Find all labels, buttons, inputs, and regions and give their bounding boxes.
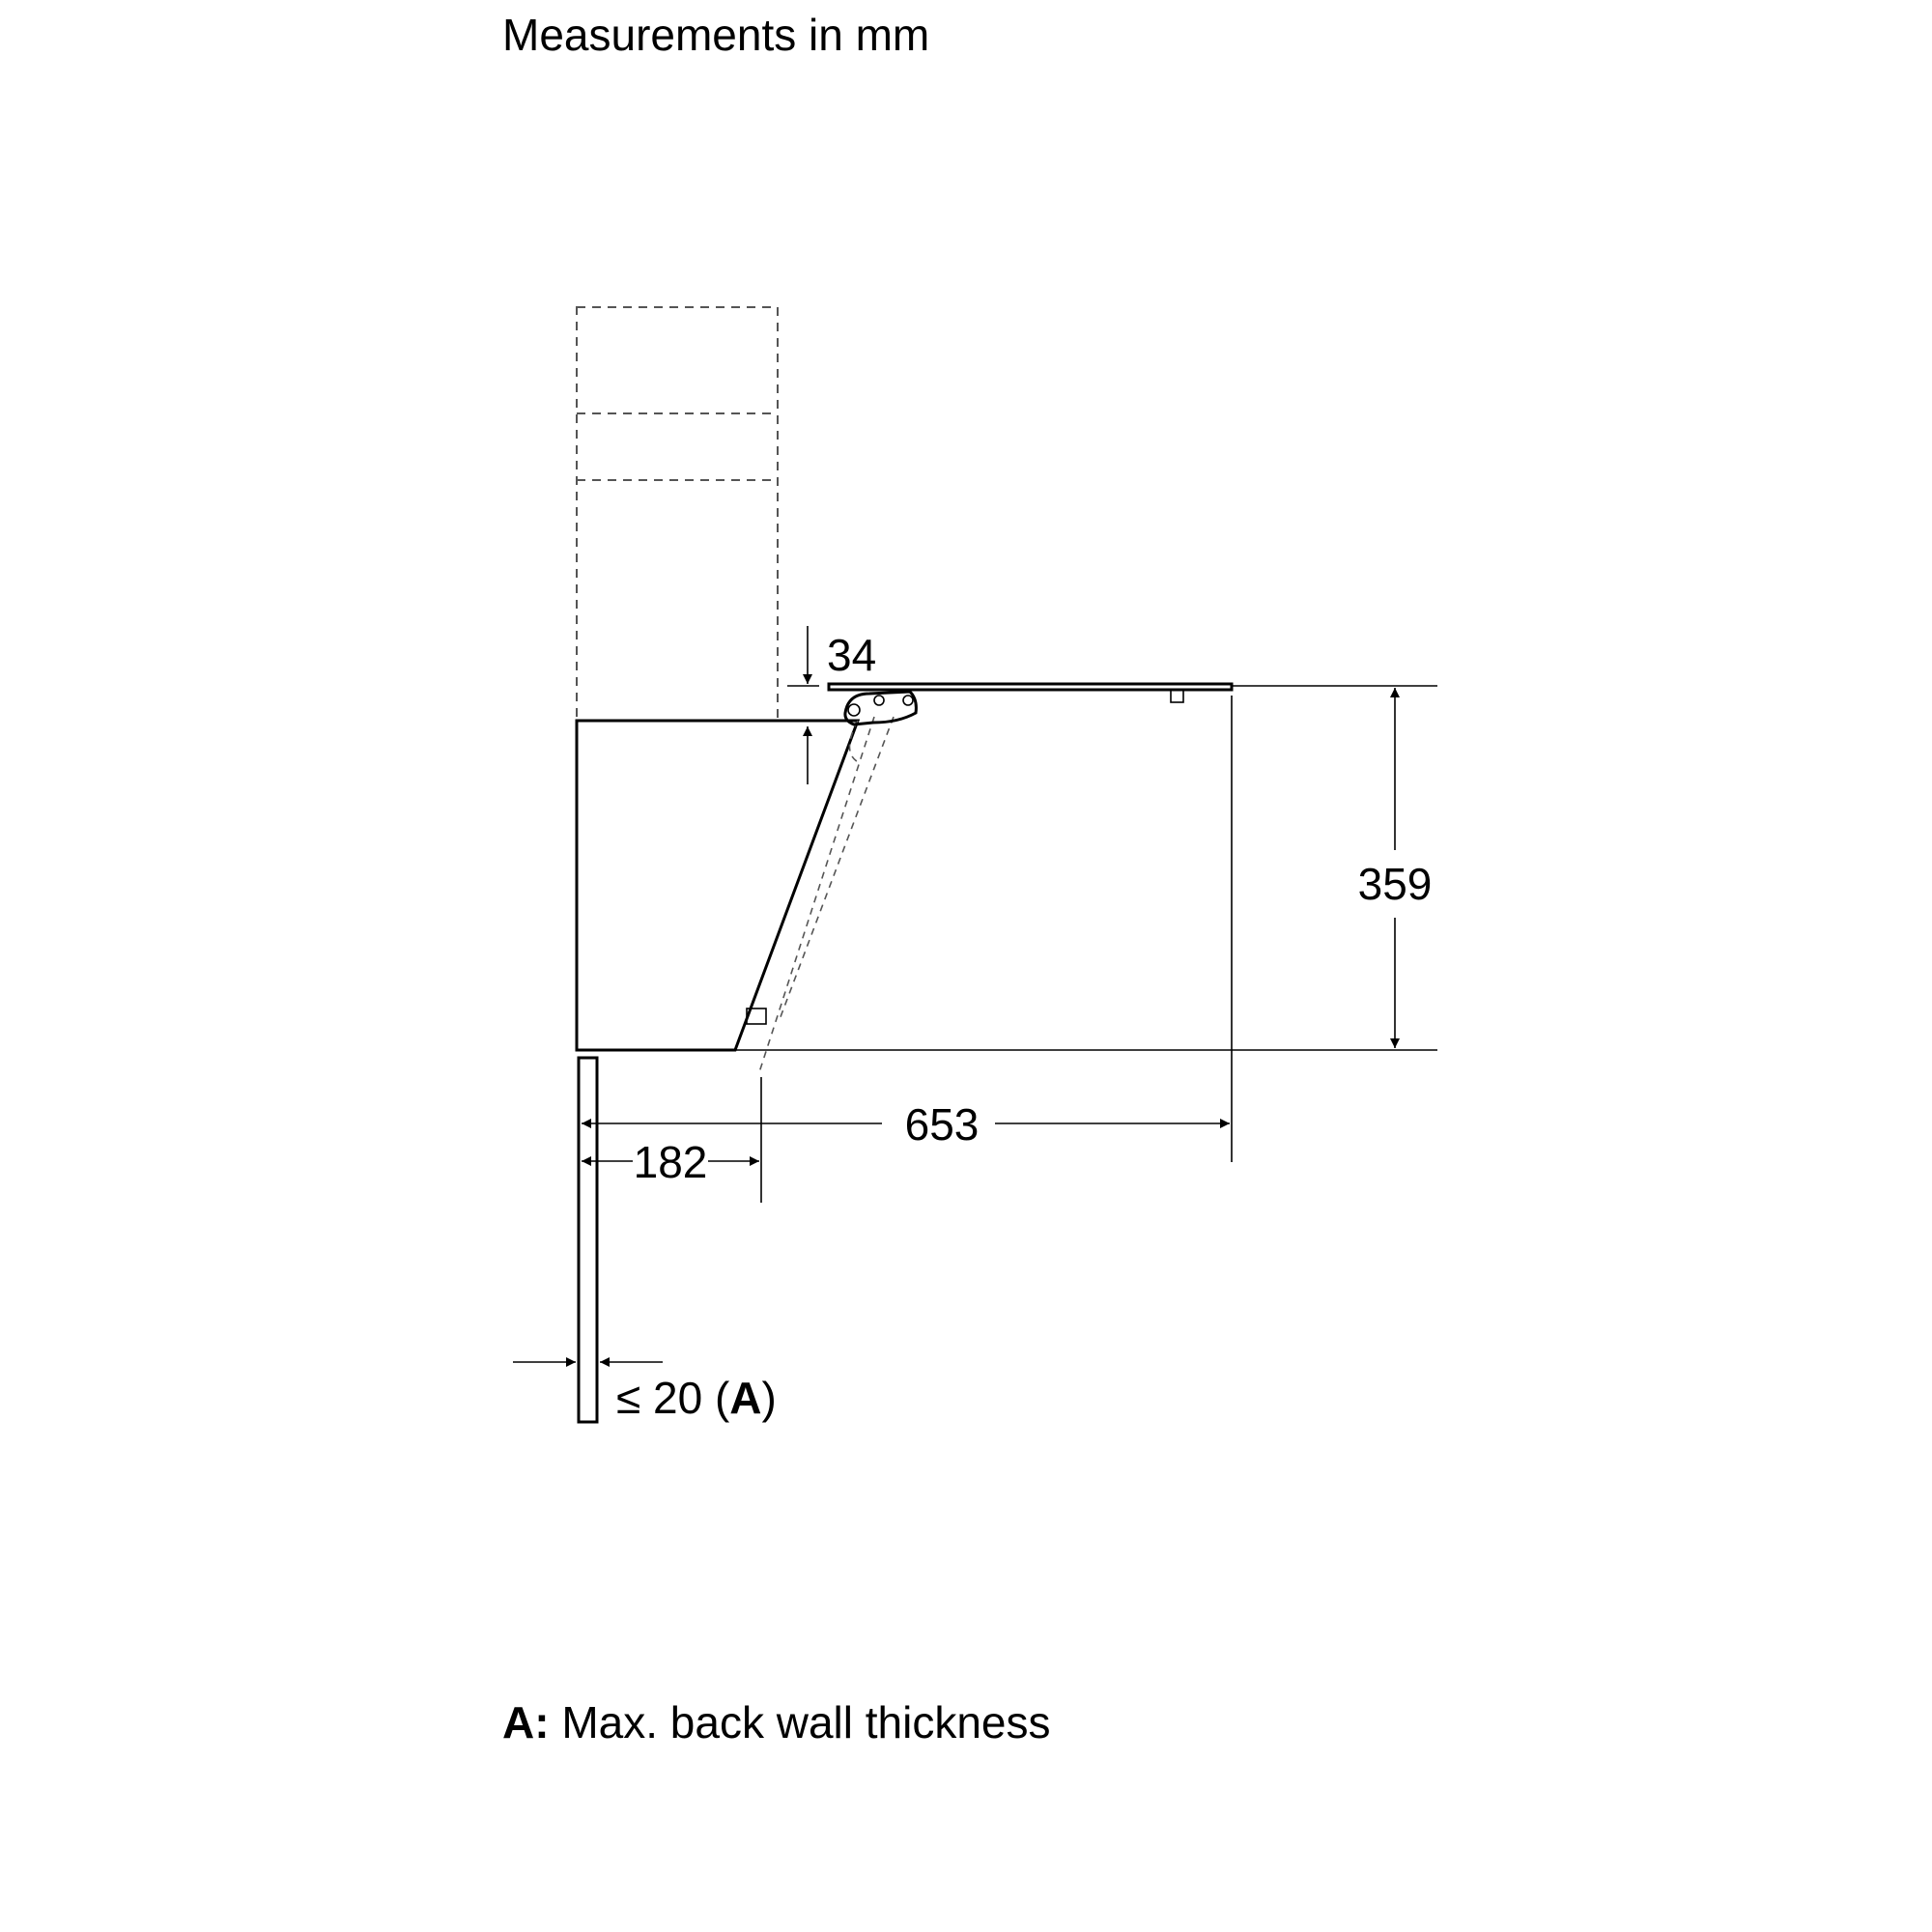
legend-key: A: <box>502 1697 550 1747</box>
hood-body <box>577 721 858 1050</box>
dim-wall-thickness <box>513 1362 777 1423</box>
dim-wall-offset-label: 182 <box>633 1137 708 1187</box>
dim-wall-offset <box>582 1137 759 1187</box>
diagram-heading: Measurements in mm <box>502 10 930 60</box>
dim-depth-label: 653 <box>904 1099 980 1150</box>
dim-height-label: 359 <box>1357 859 1433 909</box>
duct-outline-dashed <box>577 307 778 721</box>
dim-height <box>1358 688 1433 1048</box>
back-wall <box>579 1058 597 1422</box>
front-panel-open-dashed <box>759 717 894 1072</box>
dim-lid-gap-label: 34 <box>827 630 877 680</box>
legend-text: Max. back wall thickness <box>561 1697 1051 1747</box>
dim-wall-thickness-label: ≤ 20 (A) <box>616 1373 777 1423</box>
legend-note <box>502 1695 1051 1749</box>
